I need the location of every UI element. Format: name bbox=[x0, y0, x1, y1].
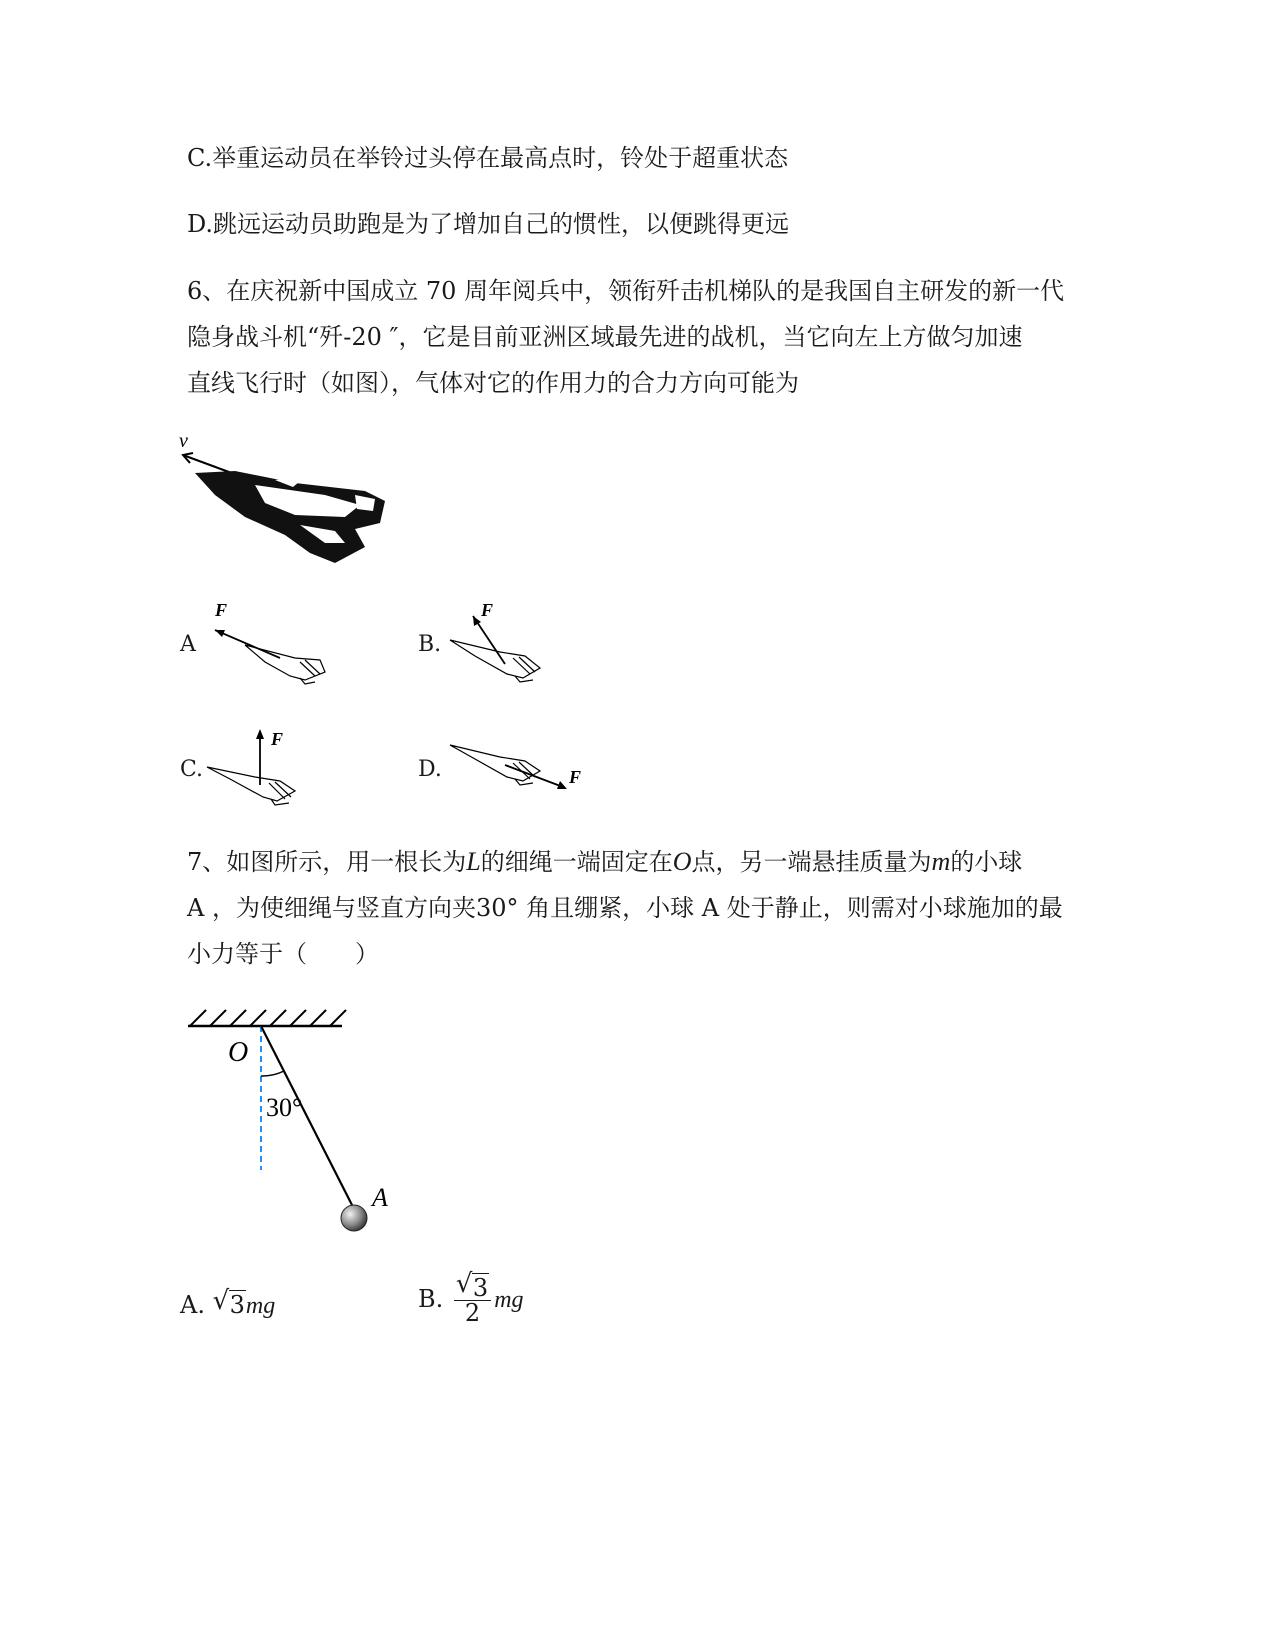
question-6-line-1: 6、在庆祝新中国成立 70 周年阅兵中，领衔歼击机梯队的是我国自主研发的新一代 bbox=[187, 277, 1065, 305]
question-7-line-1 bbox=[187, 847, 1022, 877]
small-jet-icon bbox=[450, 640, 540, 682]
option-7b bbox=[418, 1269, 524, 1327]
point-o-label: O bbox=[228, 1037, 249, 1068]
option-6c-letter: C. bbox=[180, 757, 204, 782]
small-jet-icon bbox=[245, 645, 325, 684]
question-6-line-2: 隐身战斗机“歼-20 ″，它是目前亚洲区域最先进的战机，当它向左上方做匀加速 bbox=[187, 323, 1023, 351]
option-7a-root: 3 bbox=[229, 1291, 245, 1319]
jet-silhouette-icon bbox=[195, 471, 385, 563]
sqrt-symbol: √ 3 bbox=[212, 1286, 245, 1319]
ball-a bbox=[341, 1205, 367, 1231]
option-6c-figure bbox=[205, 725, 335, 815]
q7-var-L: L bbox=[466, 847, 481, 876]
option-7b-tail: mg bbox=[494, 1287, 524, 1313]
q7-var-O: O bbox=[672, 847, 692, 876]
option-6d-letter: D. bbox=[418, 757, 442, 782]
option-7a-tail: mg bbox=[245, 1293, 276, 1319]
q7-text-4: 的小球 bbox=[950, 848, 1023, 876]
fraction bbox=[454, 1269, 491, 1327]
pendulum-figure bbox=[180, 1000, 410, 1240]
velocity-label: v bbox=[179, 430, 188, 452]
option-6a-letter: A bbox=[180, 632, 196, 657]
force-label-d: F bbox=[569, 767, 582, 787]
angle-arc bbox=[261, 1071, 284, 1076]
q7-text-1: 7、如图所示，用一根长为 bbox=[187, 848, 467, 876]
angle-label: 30° bbox=[266, 1093, 303, 1122]
small-jet-icon bbox=[207, 767, 295, 805]
jet-velocity-figure bbox=[175, 425, 405, 575]
force-label-c: F bbox=[271, 729, 284, 749]
option-7b-root: 3 bbox=[472, 1274, 489, 1302]
option-6d-figure bbox=[445, 735, 590, 795]
q7-text-3: 点，另一端悬挂质量为 bbox=[691, 848, 932, 876]
option-7a bbox=[180, 1286, 276, 1321]
option-5d: D.跳远运动员助跑是为了增加自己的惯性，以便跳得更远 bbox=[187, 210, 790, 238]
q7-text-2: 的细绳一端固定在 bbox=[480, 848, 673, 876]
option-6b-figure bbox=[445, 600, 575, 690]
option-7a-letter: A. bbox=[180, 1291, 205, 1319]
option-6b-letter: B. bbox=[418, 632, 442, 657]
option-7b-letter: B. bbox=[418, 1285, 444, 1313]
small-jet-icon bbox=[450, 745, 540, 785]
question-6-line-3: 直线飞行时（如图），气体对它的作用力的合力方向可能为 bbox=[187, 369, 799, 397]
option-6a-figure bbox=[205, 600, 335, 690]
option-5c: C.举重运动员在举铃过头停在最高点时，铃处于超重状态 bbox=[187, 144, 789, 172]
option-7b-den: 2 bbox=[464, 1299, 481, 1327]
q7-var-m: m bbox=[931, 847, 951, 876]
question-7-line-3: 小力等于（ ） bbox=[187, 940, 379, 968]
sqrt-symbol: √ 3 bbox=[455, 1269, 489, 1302]
question-7-line-2: A ，为使细绳与竖直方向夹30° 角且绷紧，小球 A 处于静止，则需对小球施加的最 bbox=[187, 894, 1063, 922]
ball-a-label: A bbox=[372, 1183, 388, 1212]
force-label-b: F bbox=[481, 600, 494, 620]
force-label-a: F bbox=[215, 600, 228, 620]
ceiling-hatching bbox=[190, 1010, 346, 1026]
